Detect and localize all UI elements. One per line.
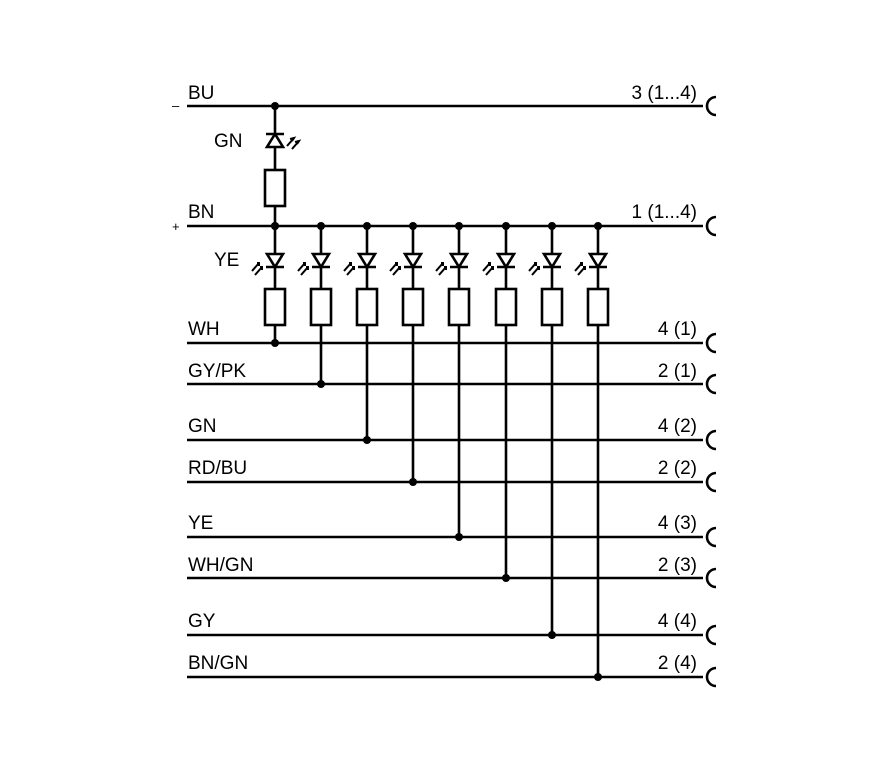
power-led-icon xyxy=(266,134,299,149)
channel-branch xyxy=(529,222,562,639)
pin-label: 2 (3) xyxy=(657,555,697,576)
junction-dot xyxy=(363,436,371,444)
wire-label: WH xyxy=(188,319,220,340)
pin-label: 4 (1) xyxy=(657,319,697,340)
junction-dot xyxy=(502,574,510,582)
resistor xyxy=(496,289,516,325)
channel-branch xyxy=(483,222,516,582)
junction-dot xyxy=(271,222,279,230)
resistor xyxy=(311,289,331,325)
channel-led-label: YE xyxy=(214,250,240,271)
resistor xyxy=(357,289,377,325)
junction-dot xyxy=(455,533,463,541)
led-icon xyxy=(436,254,468,275)
pin-label: 2 (2) xyxy=(657,458,697,479)
junction-dot xyxy=(594,222,602,230)
junction-dot xyxy=(317,222,325,230)
wire-label: BN/GN xyxy=(188,653,249,674)
supply-plus-line xyxy=(172,202,716,235)
channel-branches xyxy=(252,222,608,681)
wire-label: GY/PK xyxy=(188,361,247,382)
power-led-label: GN xyxy=(214,131,243,152)
channel-branch xyxy=(344,222,377,444)
pin-label: 4 (2) xyxy=(657,416,697,437)
wire-label-bu: BU xyxy=(188,83,215,104)
junction-dot xyxy=(363,222,371,230)
led-icon xyxy=(529,254,561,275)
pin-label: 2 (4) xyxy=(657,653,697,674)
wire-label: RD/BU xyxy=(188,458,248,479)
junction-dot xyxy=(317,380,325,388)
resistor xyxy=(403,289,423,325)
junction-dot xyxy=(409,222,417,230)
supply-minus-line xyxy=(172,83,716,115)
pin-label: 4 (3) xyxy=(657,513,697,534)
output-line-4 xyxy=(187,458,716,491)
led-icon xyxy=(390,254,422,275)
plus-sign: + xyxy=(172,219,180,234)
output-line-7 xyxy=(187,611,716,644)
led-icon xyxy=(575,254,607,275)
junction-dot xyxy=(594,673,602,681)
junction-dot xyxy=(409,478,417,486)
pin-label: 2 (1) xyxy=(657,361,697,382)
minus-sign: – xyxy=(172,98,180,113)
resistor xyxy=(265,289,285,325)
junction-dot xyxy=(548,631,556,639)
power-resistor xyxy=(265,170,285,206)
resistor xyxy=(449,289,469,325)
pin-label: 4 (4) xyxy=(657,611,697,632)
led-icon xyxy=(298,254,330,275)
power-led-branch xyxy=(214,102,299,230)
wire-label-bn: BN xyxy=(188,202,215,223)
channel-branch xyxy=(298,222,331,388)
wire-label: GY xyxy=(188,611,216,632)
led-icon xyxy=(252,254,284,275)
channel-branch xyxy=(575,222,608,681)
output-line-8 xyxy=(187,653,716,686)
output-line-6 xyxy=(187,555,716,587)
junction-dot xyxy=(271,339,279,347)
wire-label: GN xyxy=(188,416,217,437)
wire-label: YE xyxy=(188,513,214,534)
channel-branch xyxy=(252,222,285,347)
resistor xyxy=(588,289,608,325)
output-line-3 xyxy=(187,416,716,449)
junction-dot xyxy=(455,222,463,230)
channel-branch xyxy=(390,222,423,486)
led-icon xyxy=(344,254,376,275)
pin-label-plus: 1 (1...4) xyxy=(631,202,697,223)
resistor xyxy=(542,289,562,325)
channel-branch xyxy=(436,222,469,541)
led-icon xyxy=(483,254,515,275)
wire-label: WH/GN xyxy=(188,555,254,576)
junction-dot xyxy=(502,222,510,230)
pin-label-minus: 3 (1...4) xyxy=(631,83,697,104)
junction-dot xyxy=(548,222,556,230)
output-line-5 xyxy=(187,513,716,546)
output-line-2 xyxy=(187,361,716,393)
